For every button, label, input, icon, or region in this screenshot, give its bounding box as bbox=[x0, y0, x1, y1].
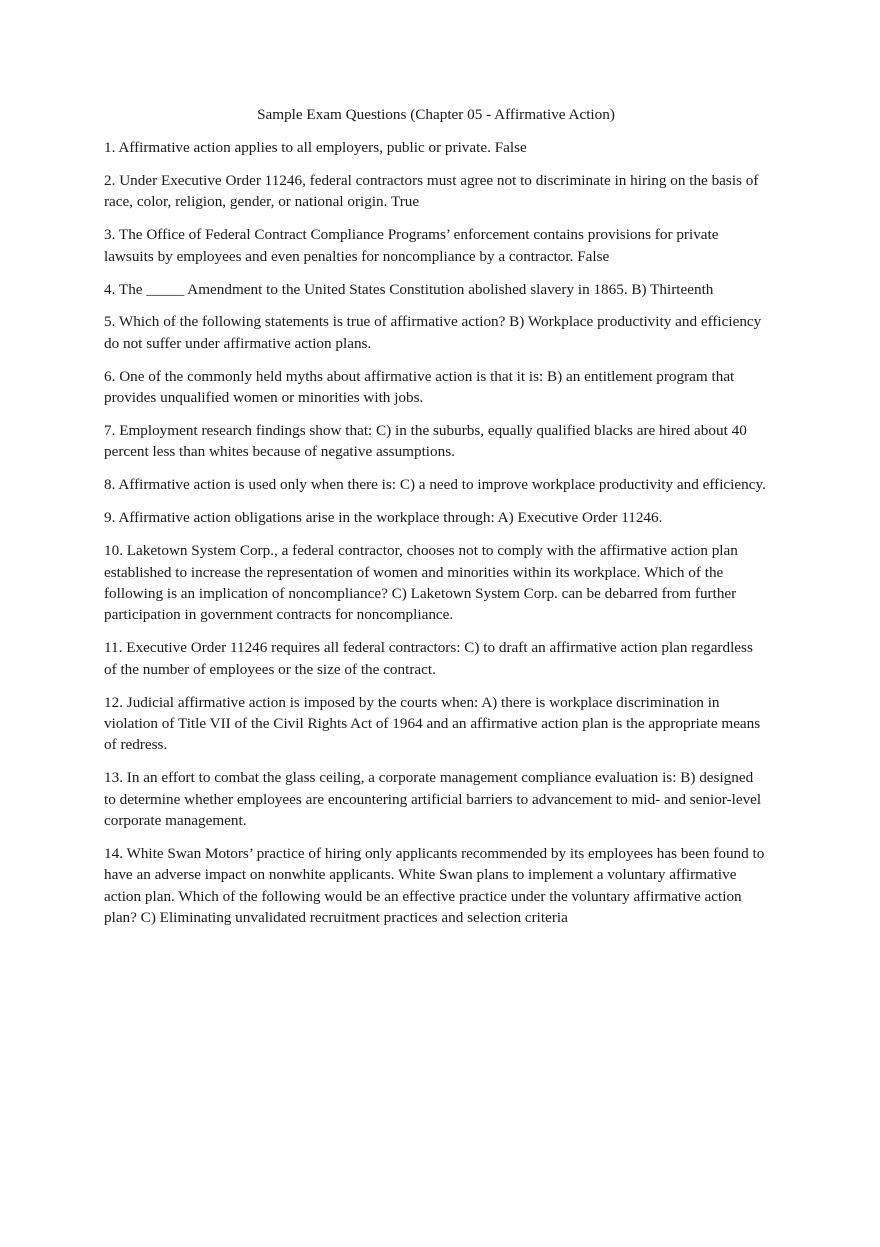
question-8: 8. Affirmative action is used only when there is: C) a need to improve workplace productivity and efficiency. bbox=[104, 476, 766, 494]
question-3: 3. The Office of Federal Contract Compliance Programs’ enforcement contains provisions for private lawsuits by employees and even penalties for noncompliance by a contractor. False bbox=[104, 226, 719, 265]
document-title: Sample Exam Questions (Chapter 05 - Affirmative Action) bbox=[257, 106, 615, 123]
question-5: 5. Which of the following statements is true of affirmative action? B) Workplace productivity and efficiency do not suffer under affirmative action plans. bbox=[104, 313, 762, 352]
question-7: 7. Employment research findings show that: C) in the suburbs, equally qualified blacks are hired about 40 percent less than whites because of negative assumptions. bbox=[104, 422, 747, 461]
question-2: 2. Under Executive Order 11246, federal contractors must agree not to discriminate in hiring on the basis of race, color, religion, gender, or national origin. True bbox=[104, 171, 759, 211]
question-14: 14. White Swan Motors’ practice of hiring only applicants recommended by its employees has been found to have an adverse impact on nonwhite applicants. White Swan plans to implement a voluntary affirmative action plan. Which of the following would be an effective practice under the voluntary affirmative action plan? C) Eliminating unvalidated recruitment practices and selection criteria bbox=[104, 845, 765, 927]
question-11: 11. Executive Order 11246 requires all federal contractors: C) to draft an affirmative action plan regardless of the number of employees or the size of the contract. bbox=[104, 639, 753, 678]
document-page bbox=[104, 104, 768, 940]
question-9: 9. Affirmative action obligations arise in the workplace through: A) Executive Order 11246. bbox=[104, 509, 663, 527]
question-1: 1. Affirmative action applies to all employers, public or private. False bbox=[104, 139, 527, 156]
question-6: 6. One of the commonly held myths about affirmative action is that it is: B) an entitlement program that provides unqualified women or minorities with jobs. bbox=[104, 367, 735, 407]
question-13: 13. In an effort to combat the glass ceiling, a corporate management compliance evaluation is: B) designed to determine whether employees are encountering artificial barriers to advancement to mid- and senior-level corporate management. bbox=[104, 769, 762, 830]
question-10: 10. Laketown System Corp., a federal contractor, chooses not to comply with the affirmative action plan established to increase the representation of women and minorities within its workplace. Which of the following is an implication of noncompliance? C) Laketown System Corp. can be debarred from further participation in government contracts for noncompliance. bbox=[104, 542, 738, 624]
question-12: 12. Judicial affirmative action is imposed by the courts when: A) there is workplace discrimination in violation of Title VII of the Civil Rights Act of 1964 and an affirmative action plan is the appropriate means of redress. bbox=[104, 693, 761, 754]
question-4: 4. The _____ Amendment to the United States Constitution abolished slavery in 1865. B) Thirteenth bbox=[104, 280, 714, 298]
